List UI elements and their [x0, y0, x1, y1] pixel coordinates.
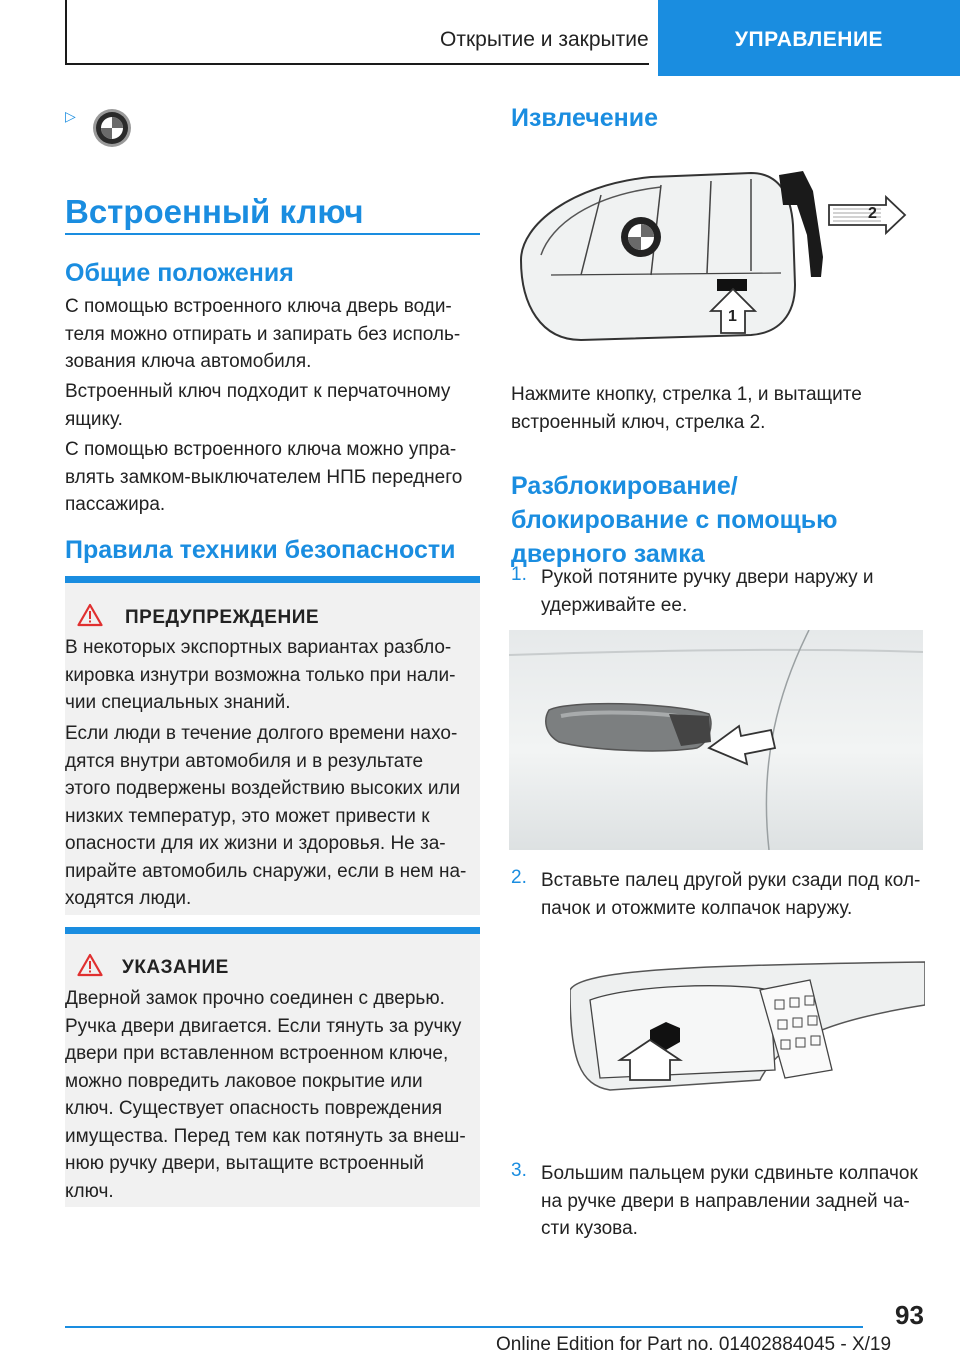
header-section-title: Открытие и закрытие: [440, 28, 649, 51]
general-paragraph-3: С помощью встроенного ключа можно упра- влять замком-выключателем НПБ переднего пассажира.: [65, 439, 463, 515]
step-3-number: 3.: [511, 1160, 527, 1181]
unlock-heading: Разблокирование/ блокирование с помощью дверного замка: [511, 472, 838, 568]
warning-paragraph-1: В некоторых экспортных вариантах разбло- кировка изнутри возможна только при нали- чии специальных знаний.: [65, 637, 456, 713]
feature-marker: ▷: [65, 108, 76, 124]
extract-paragraph: Нажмите кнопку, стрелка 1, и вытащите встроенный ключ, стрелка 2.: [511, 384, 862, 433]
key-illustration: [511, 165, 923, 365]
footer-edition: Online Edition for Part no. 01402884045 - X/19: [496, 1334, 892, 1355]
notice-title: УКАЗАНИЕ: [122, 957, 229, 978]
notice-paragraph: Дверной замок прочно соединен с дверью. Ручка двери двигается. Если тянуть за ручку двери при вставленном встроенном ключе, можно повредить лаковое покрытие или ключ. Существует опасность повреждения имущества. Перед тем как потянуть за внеш- нюю ручку двери, вытащите встроенный ключ.: [65, 988, 466, 1202]
notice-triangle-icon: [77, 953, 103, 982]
general-paragraph-1: С помощью встроенного ключа дверь води- теля можно отпирать и запирать без исполь- зования ключа автомобиля.: [65, 296, 461, 372]
step-2-number: 2.: [511, 867, 527, 888]
general-paragraph-2: Встроенный ключ подходит к перчаточному ящику.: [65, 381, 451, 430]
warning-top-bar: [65, 576, 480, 583]
title-rule: [65, 233, 480, 235]
lock-cap-illustration: [570, 960, 925, 1110]
door-handle-photo: [509, 630, 923, 850]
arrow-1-label: 1: [728, 308, 737, 325]
step-2-text: Вставьте палец другой руки сзади под кол- пачок и отожмите колпачок наружу.: [541, 870, 921, 919]
step-1-number: 1.: [511, 564, 527, 585]
warning-title: ПРЕДУПРЕЖДЕНИЕ: [125, 607, 320, 628]
warning-paragraph-2: Если люди в течение долгого времени нахо- дятся внутри автомобиля и в результате этого подвержены воздействию высоких или низких температур, это может привести к опасности для их жизни и здоровья. Не за- пирайте автомобиль снаружи, если в нем на- ходятся люди.: [65, 723, 467, 909]
notice-box: [65, 927, 480, 1207]
arrow-2-label: 2: [868, 205, 877, 222]
step-3-text: Большим пальцем руки сдвиньте колпачок на ручке двери в направлении задней ча- сти кузова.: [541, 1163, 918, 1239]
header-chapter-label: УПРАВЛЕНИЕ: [734, 28, 884, 51]
general-heading: Общие положения: [65, 259, 294, 287]
notice-top-bar: [65, 927, 480, 934]
header-rule-bottom: [65, 63, 649, 65]
footer-rule: [65, 1326, 863, 1328]
header-chapter-tab: [658, 0, 960, 76]
page-title: Встроенный ключ: [65, 193, 364, 230]
step-1-text: Рукой потяните ручку двери наружу и удерживайте ее.: [541, 567, 874, 616]
safety-heading: Правила техники безопасности: [65, 536, 456, 564]
extract-heading: Извлечение: [511, 104, 659, 132]
bmw-logo-icon: [92, 108, 132, 153]
header-rule-left: [65, 0, 67, 65]
warning-box: [65, 576, 480, 915]
page-number: 93: [895, 1300, 924, 1330]
warning-triangle-icon: [77, 603, 103, 632]
